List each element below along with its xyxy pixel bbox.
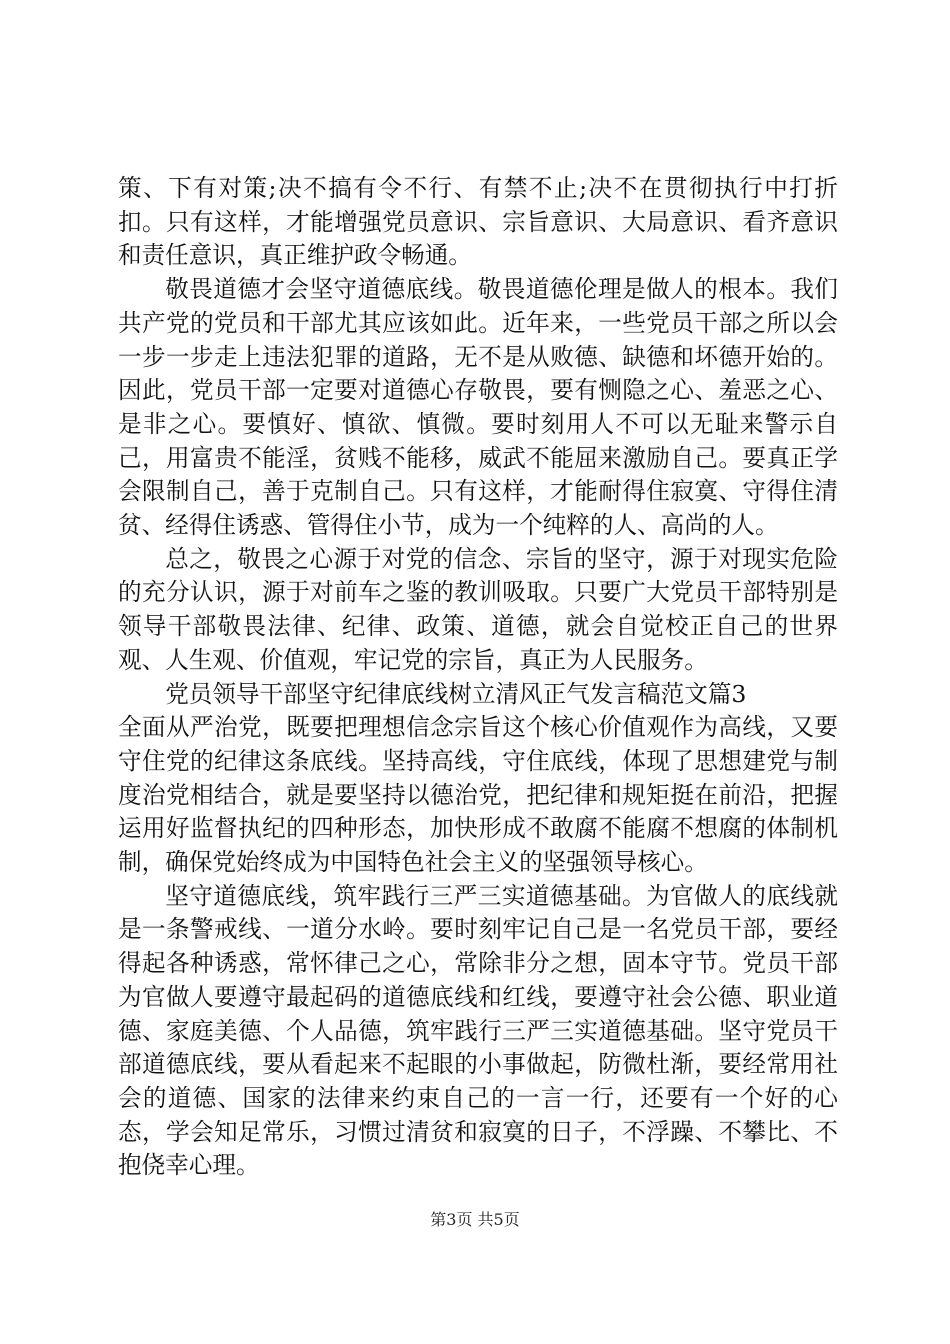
paragraph-5: 坚守道德底线，筑牢践行三严三实道德基础。为官做人的底线就是一条警戒线、一道分水岭。要时刻牢记自己是一名党员干部，要经得起各种诱惑，常怀律己之心，常除非分之想，固本守节。党员干部为官做人要遵守最起码的道德底线和红线，要遵守社会公德、职业道德、家庭美德、个人品德，筑牢践行三严三实道德基础。坚守党员干部道德底线，要从看起来不起眼的小事做起，防微杜渐，要经常用社会的道德、国家的法律来约束自己的一言一行，还要有一个好的心态，学会知足常乐，习惯过清贫和寂寞的日子，不浮躁、不攀比、不抱侥幸心理。 bbox=[118, 881, 838, 1180]
body-text bbox=[118, 172, 838, 1183]
page-footer: 第3页 共5页 bbox=[430, 1210, 520, 1229]
paragraph-3: 总之，敬畏之心源于对党的信念、宗旨的坚守，源于对现实危险的充分认识，源于对前车之鉴的教训吸取。只要广大党员干部特别是领导干部敬畏法律、纪律、政策、道德，就会自觉校正自己的世界观、人生观、价值观，牢记党的宗旨，真正为人民服务。 bbox=[118, 544, 838, 674]
paragraph-4: 全面从严治党，既要把理想信念宗旨这个核心价值观作为高线，又要守住党的纪律这条底线。坚持高线，守住底线，体现了思想建党与制度治党相结合，就是要坚持以德治党，把纪律和规矩挺在前沿，把握运用好监督执纪的四种形态，加快形成不敢腐不能腐不想腐的体制机制，确保党始终成为中国特色社会主义的坚强领导核心。 bbox=[118, 713, 838, 877]
paragraph-2: 敬畏道德才会坚守道德底线。敬畏道德伦理是做人的根本。我们共产党的党员和干部尤其应该如此。近年来，一些党员干部之所以会一步一步走上违法犯罪的道路，无不是从败德、缺德和坏德开始的。因此，党员干部一定要对道德心存敬畏，要有恻隐之心、羞恶之心、是非之心。要慎好、慎欲、慎微。要时刻用人不可以无耻来警示自己，用富贵不能淫，贫贱不能移，威武不能屈来激励自己。要真正学会限制自己，善于克制自己。只有这样，才能耐得住寂寞、守得住清贫、经得住诱惑、管得住小节，成为一个纯粹的人、高尚的人。 bbox=[118, 275, 838, 540]
section-heading: 党员领导干部坚守纪律底线树立清风正气发言稿范文篇3 bbox=[165, 679, 747, 708]
paragraph-1: 策、下有对策;决不搞有令不行、有禁不止;决不在贯彻执行中打折扣。只有这样，才能增强党员意识、宗旨意识、大局意识、看齐意识和责任意识，真正维护政令畅通。 bbox=[118, 174, 838, 270]
